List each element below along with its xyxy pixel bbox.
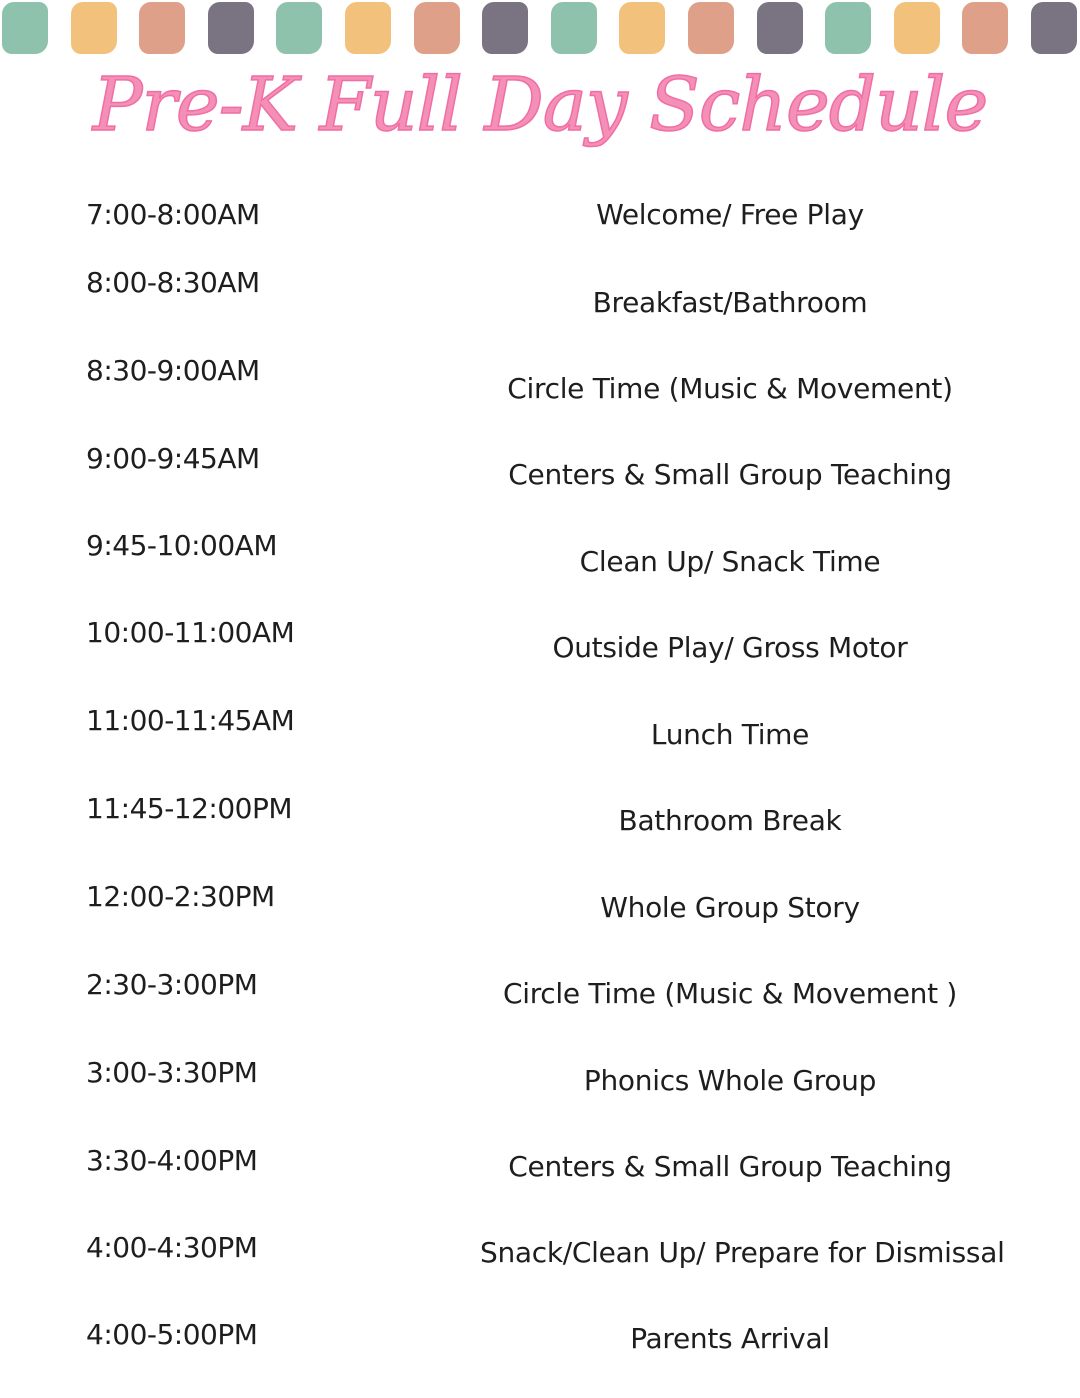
- schedule-time: 7:00-8:00AM: [86, 198, 260, 231]
- schedule-activity: Lunch Time: [650, 718, 810, 751]
- schedule-activity: Outside Play/ Gross Motor: [552, 631, 908, 664]
- schedule-time: 9:00-9:45AM: [86, 442, 260, 475]
- schedule-row: [0, 616, 1080, 696]
- schedule-activity: Circle Time (Music & Movement): [507, 372, 953, 405]
- schedule-activity: Phonics Whole Group: [583, 1064, 877, 1097]
- schedule-time: 10:00-11:00AM: [86, 616, 295, 649]
- schedule-activity: Circle Time (Music & Movement ): [502, 977, 957, 1010]
- schedule-time: 11:00-11:45AM: [86, 704, 295, 737]
- schedule-time: 8:00-8:30AM: [86, 266, 260, 299]
- schedule-row: [0, 1231, 1080, 1311]
- schedule-row: [0, 442, 1080, 522]
- schedule-activity: Welcome/ Free Play: [596, 198, 864, 231]
- schedule-time: 12:00-2:30PM: [86, 880, 275, 913]
- schedule-row: [0, 968, 1080, 1048]
- schedule-row: [0, 792, 1080, 872]
- schedule-time: 11:45-12:00PM: [86, 792, 293, 825]
- page-title: Pre-K Full Day Schedule: [92, 62, 988, 148]
- schedule-row: [0, 354, 1080, 434]
- schedule-activity: Clean Up/ Snack Time: [579, 545, 881, 578]
- schedule-activity: Parents Arrival: [630, 1322, 830, 1355]
- schedule-time: 4:00-5:00PM: [86, 1318, 258, 1351]
- schedule-activity: Breakfast/Bathroom: [592, 286, 868, 319]
- schedule-row: [0, 1144, 1080, 1224]
- schedule-row: [0, 529, 1080, 609]
- schedule-row: [0, 266, 1080, 346]
- schedule-time: 3:00-3:30PM: [86, 1056, 258, 1089]
- schedule-row: [0, 704, 1080, 784]
- schedule-time: 2:30-3:00PM: [86, 968, 258, 1001]
- schedule-time: 3:30-4:00PM: [86, 1144, 258, 1177]
- schedule-time: 4:00-4:30PM: [86, 1231, 258, 1264]
- schedule-time: 9:45-10:00AM: [86, 529, 277, 562]
- schedule-activity: Centers & Small Group Teaching: [508, 1150, 952, 1183]
- schedule-row: [0, 1318, 1080, 1398]
- schedule-activity: Snack/Clean Up/ Prepare for Dismissal: [480, 1236, 1005, 1269]
- schedule-activity: Whole Group Story: [600, 891, 860, 924]
- schedule-activity: Centers & Small Group Teaching: [508, 458, 952, 491]
- schedule-time: 8:30-9:00AM: [86, 354, 260, 387]
- schedule-row: [0, 880, 1080, 960]
- schedule-row: [0, 1056, 1080, 1136]
- schedule-activity: Bathroom Break: [618, 804, 842, 837]
